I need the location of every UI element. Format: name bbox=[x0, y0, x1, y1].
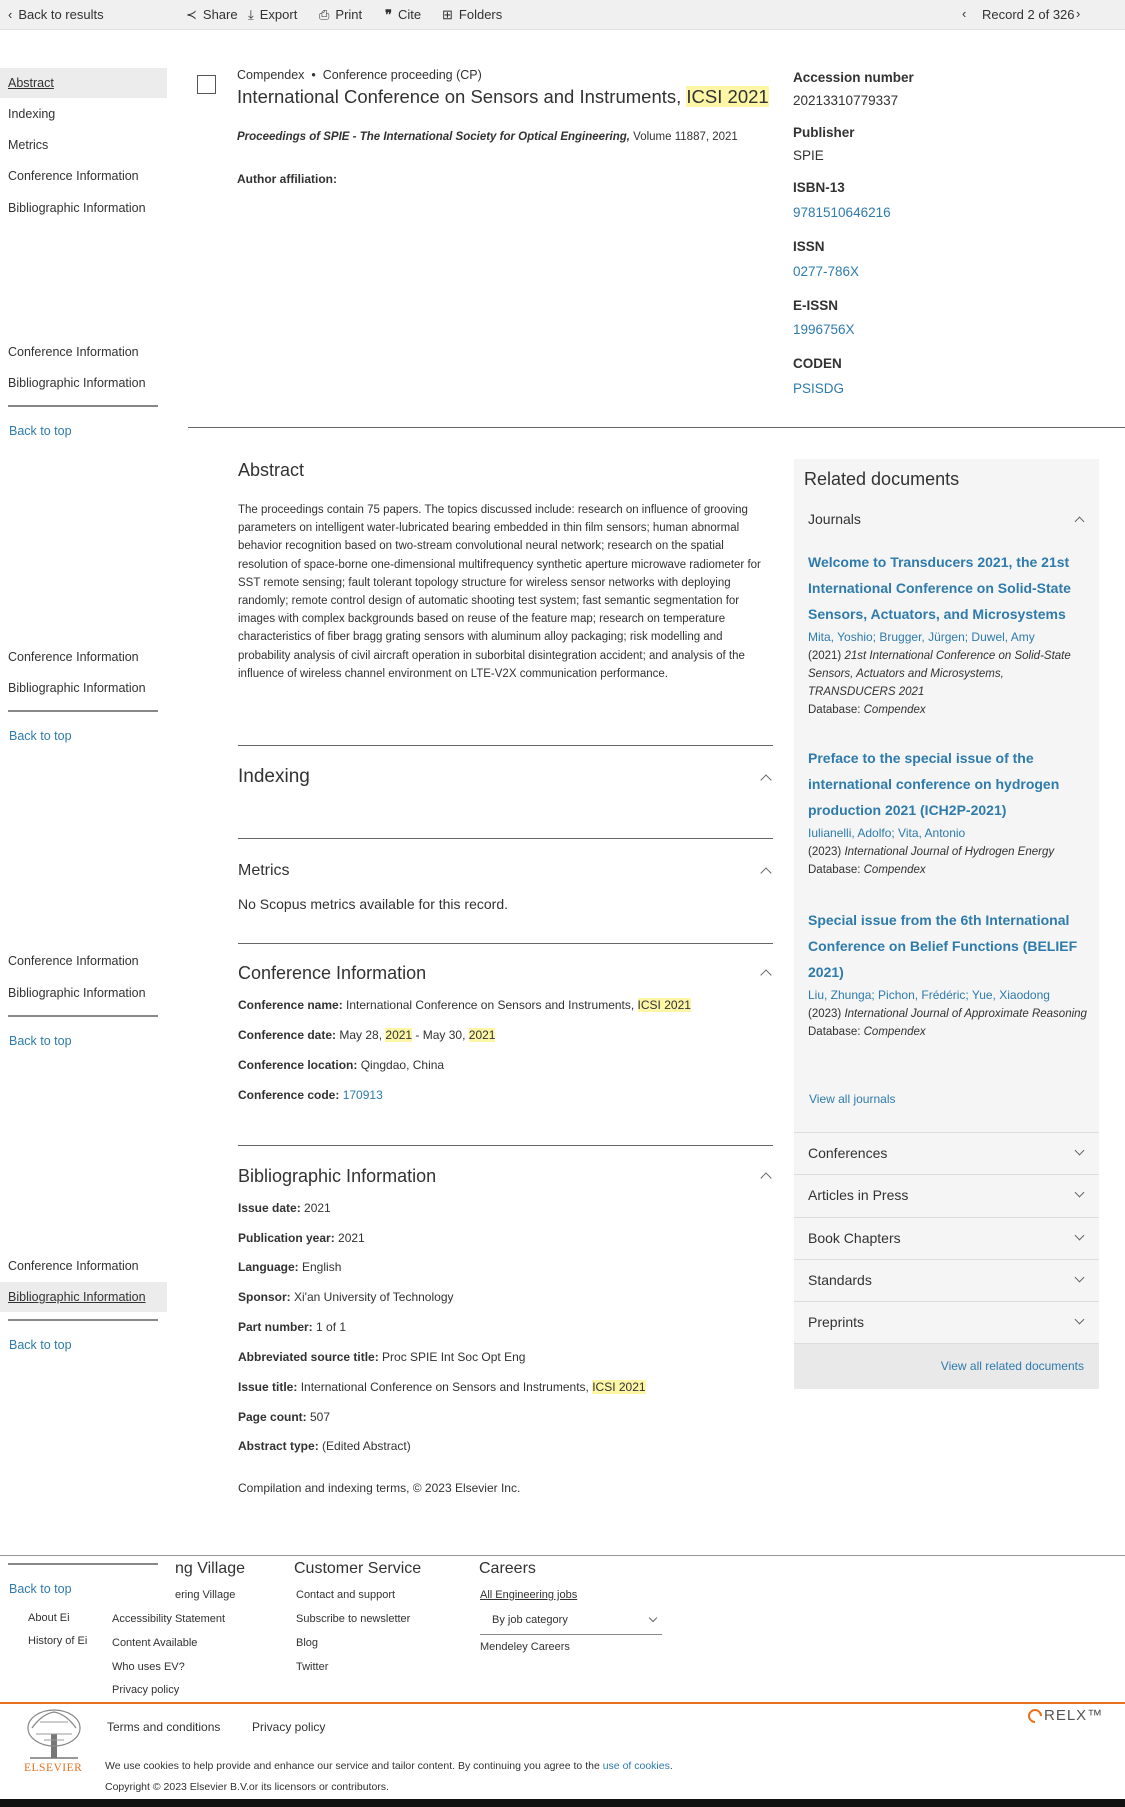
footer-link[interactable]: Who uses EV? bbox=[112, 1661, 185, 1673]
book-chapters-section-toggle[interactable]: Book Chapters bbox=[794, 1217, 1099, 1259]
footer-col1-heading: ng Village bbox=[175, 1560, 245, 1577]
prev-record-button[interactable] bbox=[962, 7, 966, 20]
privacy-link[interactable]: Privacy policy bbox=[252, 1720, 326, 1734]
record-counter: Record 2 of 326 bbox=[982, 7, 1075, 22]
related-doc-authors[interactable]: Iulianelli, Adolfo; Vita, Antonio bbox=[808, 826, 966, 840]
chevron-down-icon bbox=[1075, 1188, 1085, 1198]
issn-label: ISSN bbox=[793, 239, 825, 254]
elsevier-tree-logo bbox=[22, 1708, 86, 1760]
chevron-right-icon: › bbox=[1076, 6, 1081, 21]
footer-link[interactable]: ering Village bbox=[175, 1589, 236, 1601]
eissn-link[interactable]: 1996756X bbox=[793, 322, 855, 337]
related-doc-source: (2023) International Journal of Hydrogen Energy bbox=[808, 846, 1055, 858]
nav-divider bbox=[8, 1319, 158, 1321]
related-doc-item bbox=[808, 907, 1088, 1041]
copyright-notice: Copyright © 2023 Elsevier B.V.or its licensors or contributors. bbox=[105, 1781, 389, 1793]
print-button[interactable]: ⎙ Print bbox=[319, 7, 363, 22]
issue-date-row: Issue date: 2021 bbox=[238, 1201, 331, 1215]
related-doc-database: Database: Compendex bbox=[808, 1026, 926, 1038]
abstract-heading: Abstract bbox=[238, 460, 305, 480]
search-highlight: 2021 bbox=[385, 1028, 413, 1042]
next-record-button[interactable] bbox=[1076, 7, 1080, 20]
document-type: Conference proceeding (CP) bbox=[322, 68, 482, 82]
coden-link[interactable]: PSISDG bbox=[793, 381, 845, 396]
indexing-heading: Indexing bbox=[238, 766, 310, 787]
related-doc-source: (2021) 21st International Conference on Solid-State Sensors, Actuators and Microsystems, TRANSDUCERS 2021 bbox=[808, 650, 1071, 698]
nav-conference-info[interactable]: Conference Information bbox=[8, 169, 139, 183]
nav-bibliographic-info[interactable]: Bibliographic Information bbox=[8, 681, 146, 695]
database-name: Compendex bbox=[237, 68, 305, 82]
related-doc-source: (2023) International Journal of Approximate Reasoning bbox=[808, 1008, 1087, 1020]
abstract-type-row: Abstract type: (Edited Abstract) bbox=[238, 1439, 411, 1453]
folders-button[interactable]: ⊞ Folders bbox=[442, 7, 503, 22]
cookies-link[interactable]: use of cookies bbox=[602, 1760, 670, 1772]
back-to-top-link[interactable]: Back to top bbox=[9, 1338, 72, 1352]
conferences-section-toggle[interactable]: Conferences bbox=[794, 1132, 1099, 1174]
abstract-text: The proceedings contain 75 papers. The topics discussed include: research on influence of grooving parameters on intelligent water-lubricated bearing embedded in thin film sensors; human abnormal behavior recognition based on two-stream convolutional neural network; research on the spatial resolution of space-borne one-dimensional multifrequency synthetic aperture microwave radiometer for SST remote sensing; fault tolerant topology structure for wireless sensor networks with deploying randomly; remote control design of automatic shooting test system; fast semantic segmentation for images with complex backgrounds based on reuse of the feature map; research on temperature characteristics of fiber bragg grating sensors with aluminum alloy packaging; risk modelling and probability analysis of civil aircraft operation in suborbital disintegration accident; and analysis of the influence of wireless channel environment on LTE-V2X communication performance. bbox=[238, 504, 761, 680]
back-to-results-button[interactable]: ‹ Back to results bbox=[8, 7, 104, 22]
nav-bibliographic-info[interactable]: Bibliographic Information bbox=[8, 201, 146, 215]
conference-code-row: Conference code: 170913 bbox=[238, 1088, 383, 1102]
record-title: International Conference on Sensors and Instruments, ICSI 2021 bbox=[237, 86, 769, 107]
related-doc-title-link[interactable]: Preface to the special issue of the international conference on hydrogen production 2021 (ICH2P-2021) bbox=[808, 750, 1060, 818]
back-to-top-link[interactable]: Back to top bbox=[9, 1582, 72, 1596]
footer-link[interactable]: Twitter bbox=[296, 1661, 329, 1673]
footer-about-link[interactable]: About Ei bbox=[28, 1612, 70, 1624]
isbn-link[interactable]: 9781510646216 bbox=[793, 205, 891, 220]
abbreviated-source-row: Abbreviated source title: Proc SPIE Int Soc Opt Eng bbox=[238, 1350, 526, 1364]
top-toolbar bbox=[0, 0, 1125, 30]
chevron-down-icon bbox=[649, 1614, 657, 1622]
conference-heading: Conference Information bbox=[238, 963, 427, 983]
collapse-metrics-icon[interactable] bbox=[760, 867, 771, 878]
job-category-select[interactable]: By job category bbox=[480, 1606, 662, 1635]
issn-link[interactable]: 0277-786X bbox=[793, 264, 860, 279]
back-to-top-link[interactable]: Back to top bbox=[9, 424, 72, 438]
related-doc-database: Database: Compendex bbox=[808, 704, 926, 716]
footer-divider bbox=[0, 1555, 1125, 1556]
related-doc-title-link[interactable]: Special issue from the 6th International Conference on Belief Functions (BELIEF 2021) bbox=[808, 912, 1078, 980]
nav-bibliographic-info[interactable]: Bibliographic Information bbox=[8, 376, 146, 390]
nav-conference-info[interactable]: Conference Information bbox=[8, 650, 139, 664]
conference-location-row: Conference location: Qingdao, China bbox=[238, 1058, 445, 1072]
related-documents-heading: Related documents bbox=[804, 469, 960, 489]
chevron-down-icon bbox=[1075, 1146, 1085, 1156]
conference-name-row: Conference name: International Conference on Sensors and Instruments, ICSI 2021 bbox=[238, 998, 691, 1012]
isbn-label: ISBN-13 bbox=[793, 180, 845, 195]
nav-conference-info[interactable]: Conference Information bbox=[8, 345, 139, 359]
folder-add-icon: ⊞ bbox=[442, 7, 453, 22]
standards-section-toggle[interactable]: Standards bbox=[794, 1259, 1099, 1301]
compilation-notice: Compilation and indexing terms, © 2023 Elsevier Inc. bbox=[238, 1481, 521, 1495]
relx-mark-icon bbox=[1025, 1706, 1045, 1726]
publisher-value: SPIE bbox=[793, 148, 824, 163]
print-icon: ⎙ bbox=[319, 7, 330, 22]
cite-button[interactable]: ❞ Cite bbox=[385, 7, 422, 22]
articles-in-press-section-toggle[interactable]: Articles in Press bbox=[794, 1174, 1099, 1216]
footer-link[interactable]: Contact and support bbox=[296, 1589, 396, 1601]
chevron-down-icon bbox=[1075, 1231, 1085, 1241]
share-button[interactable]: ≺ Share bbox=[186, 7, 238, 22]
share-icon: ≺ bbox=[186, 7, 197, 22]
related-documents-panel bbox=[794, 459, 1099, 1389]
footer-history-link[interactable]: History of Ei bbox=[28, 1635, 88, 1647]
issue-title-row: Issue title: International Conference on Sensors and Instruments, ICSI 2021 bbox=[238, 1380, 646, 1394]
cookie-notice: We use cookies to help provide and enhance our service and tailor content. By continuing you agree to the use of cookies. bbox=[105, 1760, 673, 1772]
search-highlight: 2021 bbox=[468, 1028, 496, 1042]
nav-metrics[interactable]: Metrics bbox=[8, 138, 49, 152]
page-count-row: Page count: 507 bbox=[238, 1410, 331, 1424]
publication-year-row: Publication year: 2021 bbox=[238, 1231, 365, 1245]
accession-number-value: 20213310779337 bbox=[793, 93, 899, 108]
record-source-line bbox=[237, 68, 482, 82]
export-button[interactable]: ⤓ Export bbox=[248, 7, 298, 22]
section-divider bbox=[238, 1145, 773, 1146]
nav-bibliographic-info[interactable]: Bibliographic Information bbox=[8, 986, 146, 1000]
relx-logo: RELX™ bbox=[1028, 1707, 1103, 1724]
related-doc-title-link[interactable]: Welcome to Transducers 2021, the 21st International Conference on Solid-State Sensors, Actuators, and Microsystems bbox=[808, 554, 1071, 622]
select-record-checkbox[interactable] bbox=[197, 75, 216, 94]
sponsor-row: Sponsor: Xi'an University of Technology bbox=[238, 1290, 454, 1304]
metrics-text: No Scopus metrics available for this record. bbox=[238, 896, 508, 912]
section-divider bbox=[238, 943, 773, 944]
footer-link[interactable]: Content Available bbox=[112, 1637, 198, 1649]
preprints-section-toggle[interactable]: Preprints bbox=[794, 1301, 1099, 1343]
conference-date-row: Conference date: May 28, 2021 - May 30, 2021 bbox=[238, 1028, 496, 1042]
related-doc-database: Database: Compendex bbox=[808, 864, 926, 876]
footer-link[interactable]: Privacy policy bbox=[112, 1684, 180, 1696]
bullet-separator: • bbox=[307, 68, 323, 82]
footer-link[interactable]: Subscribe to newsletter bbox=[296, 1613, 411, 1625]
chevron-down-icon bbox=[1075, 1273, 1085, 1283]
collapse-indexing-icon[interactable] bbox=[760, 774, 771, 785]
footer-jobs-link[interactable]: All Engineering jobs bbox=[480, 1589, 578, 1601]
source-title: Proceedings of SPIE - The International Society for Optical Engineering, Volume 11887, 2021 bbox=[237, 131, 738, 143]
view-all-journals-link[interactable]: View all journals bbox=[809, 1092, 896, 1106]
export-icon: ⤓ bbox=[248, 7, 254, 22]
view-all-related-link[interactable]: View all related documents bbox=[940, 1359, 1084, 1373]
related-doc-item bbox=[808, 549, 1088, 719]
chevron-left-icon: ‹ bbox=[8, 7, 13, 22]
terms-link[interactable]: Terms and conditions bbox=[107, 1720, 221, 1734]
coden-label: CODEN bbox=[793, 356, 842, 371]
chevron-up-icon[interactable] bbox=[1075, 517, 1085, 527]
conference-code-link[interactable]: 170913 bbox=[342, 1088, 383, 1102]
nav-divider bbox=[8, 710, 158, 712]
view-all-bar bbox=[794, 1343, 1099, 1389]
metrics-heading: Metrics bbox=[238, 862, 290, 879]
collapse-bibliographic-icon[interactable] bbox=[760, 1172, 771, 1183]
publisher-label: Publisher bbox=[793, 125, 855, 140]
nav-conference-info[interactable]: Conference Information bbox=[8, 1259, 139, 1273]
related-doc-authors[interactable]: Mita, Yoshio; Brugger, Jürgen; Duwel, Amy bbox=[808, 630, 1035, 644]
accession-number-label: Accession number bbox=[793, 70, 914, 85]
search-highlight: ICSI 2021 bbox=[592, 1380, 646, 1394]
section-divider bbox=[238, 745, 773, 746]
back-to-top-link[interactable]: Back to top bbox=[9, 729, 72, 743]
footer-accent-line bbox=[0, 1702, 1125, 1704]
back-to-top-link[interactable]: Back to top bbox=[9, 1034, 72, 1048]
search-highlight: ICSI 2021 bbox=[637, 998, 691, 1012]
nav-bibliographic-info[interactable]: Bibliographic Information bbox=[0, 1282, 167, 1312]
footer-customer-service-heading: Customer Service bbox=[294, 1560, 422, 1577]
language-row: Language: English bbox=[238, 1260, 342, 1274]
part-number-row: Part number: 1 of 1 bbox=[238, 1320, 347, 1334]
journals-section-toggle[interactable]: Journals bbox=[808, 511, 861, 527]
related-doc-authors[interactable]: Liu, Zhunga; Pichon, Frédéric; Yue, Xiaodong bbox=[808, 988, 1050, 1002]
header-divider bbox=[188, 427, 1125, 428]
nav-indexing[interactable]: Indexing bbox=[8, 107, 56, 121]
quote-icon: ❞ bbox=[385, 7, 392, 22]
nav-abstract[interactable]: Abstract bbox=[0, 68, 167, 98]
eissn-label: E-ISSN bbox=[793, 298, 839, 313]
section-divider bbox=[238, 838, 773, 839]
nav-divider bbox=[8, 1563, 158, 1565]
author-affiliation-label: Author affiliation: bbox=[237, 172, 337, 186]
footer-careers-heading: Careers bbox=[479, 1560, 536, 1577]
nav-divider bbox=[8, 405, 158, 407]
nav-conference-info[interactable]: Conference Information bbox=[8, 954, 139, 968]
search-highlight: ICSI 2021 bbox=[686, 86, 769, 107]
footer-link[interactable]: Accessibility Statement bbox=[112, 1613, 226, 1625]
footer-link[interactable]: Blog bbox=[296, 1637, 319, 1649]
nav-divider bbox=[8, 1015, 158, 1017]
bottom-bar bbox=[0, 1799, 1125, 1807]
collapse-conference-icon[interactable] bbox=[760, 969, 771, 980]
elsevier-wordmark: ELSEVIER bbox=[24, 1762, 83, 1774]
bibliographic-heading: Bibliographic Information bbox=[238, 1166, 437, 1186]
chevron-down-icon bbox=[1075, 1315, 1085, 1325]
footer-mendeley-link[interactable]: Mendeley Careers bbox=[480, 1641, 570, 1653]
chevron-left-icon: ‹ bbox=[962, 6, 967, 21]
related-doc-item bbox=[808, 745, 1088, 879]
